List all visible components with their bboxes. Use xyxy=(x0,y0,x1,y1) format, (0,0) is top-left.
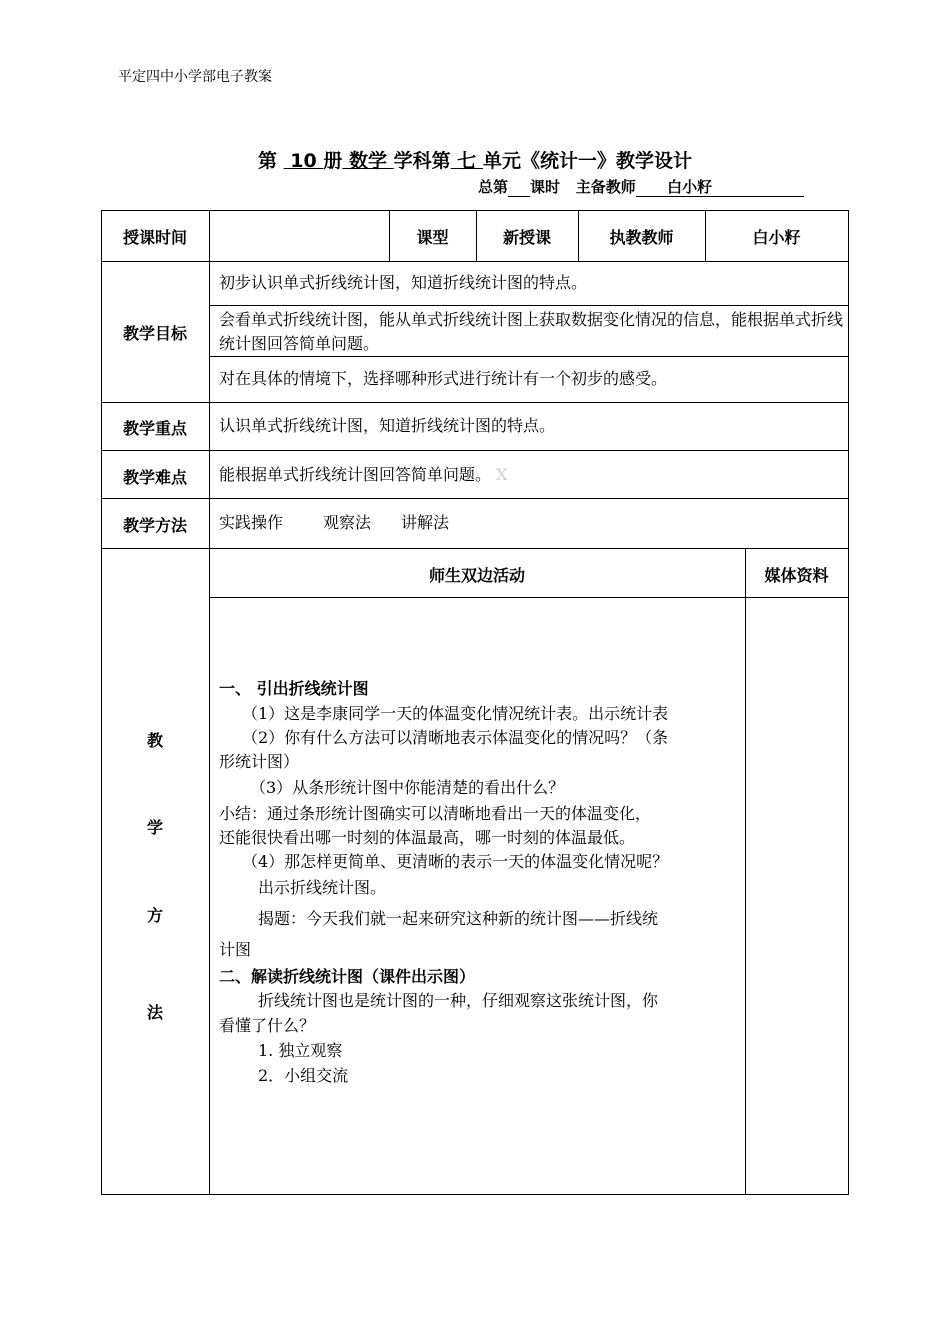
methods-list xyxy=(219,511,845,535)
table-rule xyxy=(101,210,849,211)
method-item: 观察法 xyxy=(323,513,372,532)
table-rule xyxy=(209,210,210,1195)
table-rule xyxy=(209,305,849,306)
label-class-time: 授课时间 xyxy=(122,228,187,247)
difficulty-mark: X xyxy=(496,465,508,484)
lesson-type-value: 新授课 xyxy=(502,228,551,247)
activity-line: 折线统计图也是统计图的一种，仔细观察这张统计图，你 xyxy=(258,991,659,1010)
activity-line: 还能很快看出哪一时刻的体温最高，哪一时刻的体温最低。 xyxy=(219,828,636,847)
table-rule xyxy=(209,597,849,598)
activity-line: 看懂了什么？ xyxy=(219,1016,316,1035)
activity-line: （3）从条形统计图中你能清楚的看出什么？ xyxy=(250,778,565,797)
label-teacher: 执教教师 xyxy=(609,228,674,247)
goal-item: 对在具体的情境下，选择哪种形式进行统计有一个初步的感受。 xyxy=(219,369,668,388)
table-rule xyxy=(745,548,746,1195)
goal-item: 会看单式折线统计图，能从单式折线统计图上获取数据变化情况的信息，能根据单式折线统计图回答简单问题。 xyxy=(219,310,844,353)
table-rule xyxy=(101,450,849,451)
label-difficulty: 教学难点 xyxy=(122,468,187,487)
section-heading: 二、解读折线统计图（课件出示图） xyxy=(219,967,476,986)
title-part: 学科第 xyxy=(393,150,451,172)
key-point-value: 认识单式折线统计图，知道折线统计图的特点。 xyxy=(219,416,556,435)
teacher-value: 白小籽 xyxy=(752,228,801,247)
side-char: 方 xyxy=(146,906,163,925)
label-lesson-type: 课型 xyxy=(416,228,449,247)
activity-line: 1. 独立观察 xyxy=(258,1041,343,1060)
lesson-info xyxy=(478,176,804,197)
table-rule xyxy=(101,548,849,549)
table-rule xyxy=(101,261,849,262)
activity-line: 小结：通过条形统计图确实可以清晰地看出一天的体温变化， xyxy=(219,804,652,823)
lead-teacher-field xyxy=(636,178,804,197)
activity-line: 计图 xyxy=(219,940,252,959)
table-rule xyxy=(848,210,849,1195)
table-rule xyxy=(101,498,849,499)
activity-line: 出示折线统计图。 xyxy=(258,878,387,897)
title-part: 册 xyxy=(323,150,343,172)
side-char: 学 xyxy=(146,818,163,837)
title-subject: 数学 xyxy=(349,150,388,172)
col-activity-header: 师生双边活动 xyxy=(428,566,525,585)
table-rule xyxy=(101,402,849,403)
total-blank xyxy=(508,196,530,197)
table-rule xyxy=(209,356,849,357)
label-goals: 教学目标 xyxy=(122,324,187,343)
lead-teacher-name: 白小籽 xyxy=(667,178,713,196)
section-heading: 一、 引出折线统计图 xyxy=(219,679,369,698)
goal-item: 初步认识单式折线统计图，知道折线统计图的特点。 xyxy=(219,273,588,292)
title-part: 第 xyxy=(258,150,278,172)
title-volume: 10 xyxy=(290,150,317,172)
label-methods: 教学方法 xyxy=(122,516,187,535)
method-item: 实践操作 xyxy=(219,513,284,532)
lead-teacher-label: 主备教师 xyxy=(575,178,636,196)
document-title xyxy=(0,146,950,173)
activity-line: 揭题：今天我们就一起来研究这种新的统计图——折线统 xyxy=(258,909,659,928)
side-char: 教 xyxy=(146,731,163,750)
difficulty-value: 能根据单式折线统计图回答简单问题。 xyxy=(219,465,492,484)
side-char: 法 xyxy=(146,1003,163,1022)
method-item: 讲解法 xyxy=(401,513,450,532)
table-rule xyxy=(101,210,102,1195)
label-key-point: 教学重点 xyxy=(122,419,187,438)
col-media-header: 媒体资料 xyxy=(764,566,829,585)
activity-line: （1）这是李康同学一天的体温变化情况统计表。出示统计表 xyxy=(242,704,669,723)
difficulty-text xyxy=(219,463,845,487)
activity-line: 形统计图） xyxy=(219,752,300,771)
table-rule xyxy=(101,1194,849,1195)
title-part: 单元《统计一》教学设计 xyxy=(482,150,692,172)
activity-line: （2）你有什么方法可以清晰地表示体温变化的情况吗？（条 xyxy=(242,728,669,747)
header-note: 平定四中小学部电子教案 xyxy=(118,69,272,85)
activity-line: 2．小组交流 xyxy=(258,1066,349,1085)
title-unit: 七 xyxy=(457,150,477,172)
total-suffix: 课时 xyxy=(530,178,561,196)
activity-line: （4）那怎样更简单、更清晰的表示一天的体温变化情况呢？ xyxy=(242,852,669,871)
total-prefix: 总第 xyxy=(478,178,509,196)
